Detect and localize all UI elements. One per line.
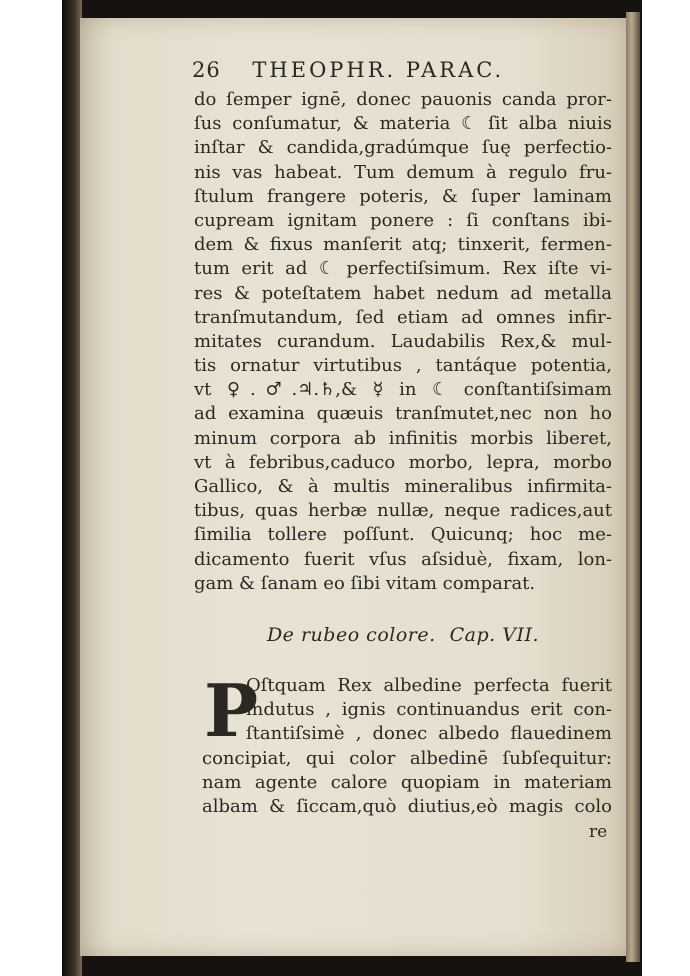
text-line: nis vas habeat. Tum demum à regulo fru- bbox=[194, 161, 612, 183]
text-line: tis ornatur virtutibus , tantáque potentia, bbox=[194, 355, 612, 377]
catchword: re bbox=[589, 822, 608, 842]
text-line: indutus , ignis continuandus erit con- bbox=[246, 699, 612, 721]
text-line: Oſtquam Rex albedine perfecta fuerit bbox=[246, 675, 612, 696]
text-line: dem & fixus manſerit atq; tinxerit, fermen- bbox=[194, 234, 612, 256]
text-line: mitates curandum. Laudabilis Rex,& mul- bbox=[194, 330, 612, 352]
text-line: vt ♀.♂.♃.♄,& ☿ in ☾ conſtantiſsimam bbox=[194, 379, 612, 401]
text-line: ſtantiſsimè , donec albedo flauedinem bbox=[246, 723, 612, 745]
running-title: THEOPHR. PARAC. bbox=[252, 58, 505, 82]
text-line: ſimilia tollere poſſunt. Quicunq; hoc me- bbox=[194, 524, 612, 546]
text-line: tum erit ad ☾ perfectiſsimum. Rex iſte vi- bbox=[194, 258, 612, 280]
chapter-heading bbox=[194, 624, 612, 646]
text-line: Gallico, & à multis mineralibus infirmita- bbox=[194, 476, 612, 497]
text-line: nam agente calore quopiam in materiam bbox=[202, 771, 612, 793]
text-line: cupream ignitam ponere : ſi conſtans ibi- bbox=[194, 209, 612, 231]
text-line: ſtulum frangere poteris, & ſuper laminam bbox=[194, 185, 612, 207]
text-line: do ſemper ignē, donec pauonis canda pror- bbox=[194, 89, 612, 110]
text-line: concipiat, qui color albedinē ſubſequitur: bbox=[202, 747, 612, 769]
page-edge bbox=[626, 12, 640, 962]
text-line: minum corpora ab infinitis morbis liberet, bbox=[194, 427, 612, 449]
book-spine-shadow bbox=[62, 0, 82, 976]
chapter-title: De rubeo colore. bbox=[266, 624, 436, 646]
text-line: res & poteſtatem habet nedum ad metalla bbox=[194, 282, 612, 304]
chapter-label: Cap. VII. bbox=[449, 624, 540, 646]
running-header bbox=[192, 58, 612, 88]
text-line: ſus conſumatur, & materia ☾ ſit alba niuis bbox=[194, 113, 612, 135]
text-line: albam & ſiccam,quò diutius,eò magis colo bbox=[202, 795, 612, 817]
text-line: dicamento fuerit vſus aſsiduè, fixam, lon- bbox=[194, 548, 612, 570]
body-text bbox=[194, 88, 612, 596]
text-line: tibus, quas herbæ nullæ, neque radices,aut bbox=[194, 500, 612, 522]
text-line: vt à febribus,caduco morbo, lepra, morbo bbox=[194, 451, 612, 473]
text-line: gam & ſanam eo ſibi vitam comparat. bbox=[194, 572, 536, 594]
drop-cap: P bbox=[204, 668, 259, 753]
text-line: ad examina quæuis tranſmutet,nec non ho bbox=[194, 403, 612, 425]
text-line: tranſmutandum, ſed etiam ad omnes infir- bbox=[194, 306, 612, 328]
chapter-text bbox=[202, 668, 612, 819]
text-line: inſtar & candida,gradúmque ſuę perfectio- bbox=[194, 137, 612, 159]
page-number: 26 bbox=[192, 58, 221, 82]
